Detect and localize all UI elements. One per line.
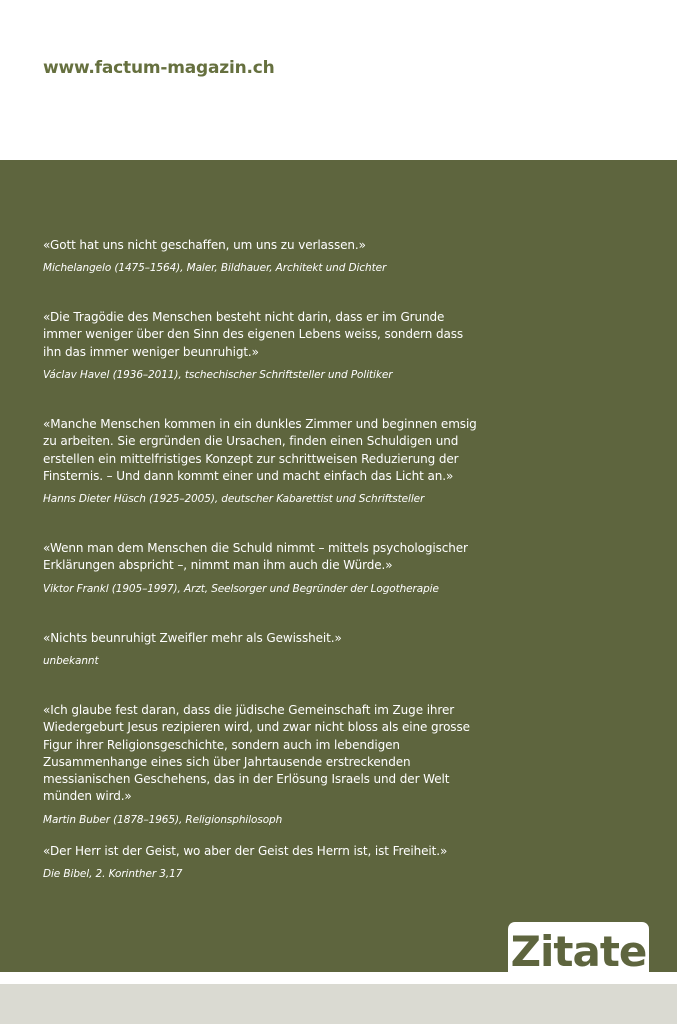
quote-text: «Wenn man dem Menschen die Schuld nimmt – mittels psychologischer Erklärungen abspricht –, nimmt man ihm auch die Würde.»: [43, 541, 468, 573]
quote-item: [43, 416, 483, 506]
quote-text: «Die Tragödie des Menschen besteht nicht darin, dass er im Grunde immer weniger über den Sinn des eigenen Lebens weiss, sondern dass ihn das immer weniger beunruhigt.»: [43, 310, 464, 359]
quote-text: «Nichts beunruhigt Zweifler mehr als Gewissheit.»: [43, 631, 342, 645]
quote-text: «Der Herr ist der Geist, wo aber der Geist des Herrn ist, ist Freiheit.»: [43, 844, 448, 858]
section-title: Zitate: [510, 927, 647, 976]
quote-item: [43, 843, 483, 881]
quote-author: Václav Havel (1936–2011), tschechischer Schriftsteller und Politiker: [43, 368, 393, 381]
footer-band: [0, 984, 677, 1024]
quote-text: «Manche Menschen kommen in ein dunkles Zimmer und beginnen emsig zu arbeiten. Sie ergründen die Ursachen, finden einen Schuldigen und erstellen ein mittelfristiges Konzept zur schrittweisen Reduzierung der Finsternis. – Und dann kommt einer und macht einfach das Licht an.»: [43, 417, 477, 483]
quote-item: [43, 540, 483, 596]
quote-author: Viktor Frankl (1905–1997), Arzt, Seelsorger und Begründer der Logotherapie: [43, 582, 439, 595]
section-tab: [508, 922, 649, 982]
quote-author: Die Bibel, 2. Korinther 3,17: [43, 868, 183, 881]
quote-item: [43, 309, 483, 382]
quote-author: Michelangelo (1475–1564), Maler, Bildhauer, Architekt und Dichter: [43, 262, 387, 275]
quote-item: [43, 630, 483, 668]
quote-author: Hanns Dieter Hüsch (1925–2005), deutscher Kabarettist und Schriftsteller: [43, 493, 425, 506]
quote-item: [43, 237, 483, 275]
quote-text: «Ich glaube fest daran, dass die jüdische Gemeinschaft im Zuge ihrer Wiedergeburt Jesus rezipieren wird, und zwar nicht bloss als eine grosse Figur ihrer Religionsgeschichte, sondern auch im lebendigen Zusammenhange eines sich über Jahrtausende erstreckenden messianischen Geschehens, das in der Erlösung Israels und der Welt münden wird.»: [43, 703, 470, 804]
quotes-panel: [0, 160, 677, 972]
quote-item: [43, 702, 483, 827]
quote-author: Martin Buber (1878–1965), Religionsphilosoph: [43, 813, 283, 826]
quote-text: «Gott hat uns nicht geschaffen, um uns zu verlassen.»: [43, 238, 366, 252]
website-url[interactable]: www.factum-magazin.ch: [43, 58, 275, 78]
quote-author: unbekannt: [43, 655, 99, 668]
